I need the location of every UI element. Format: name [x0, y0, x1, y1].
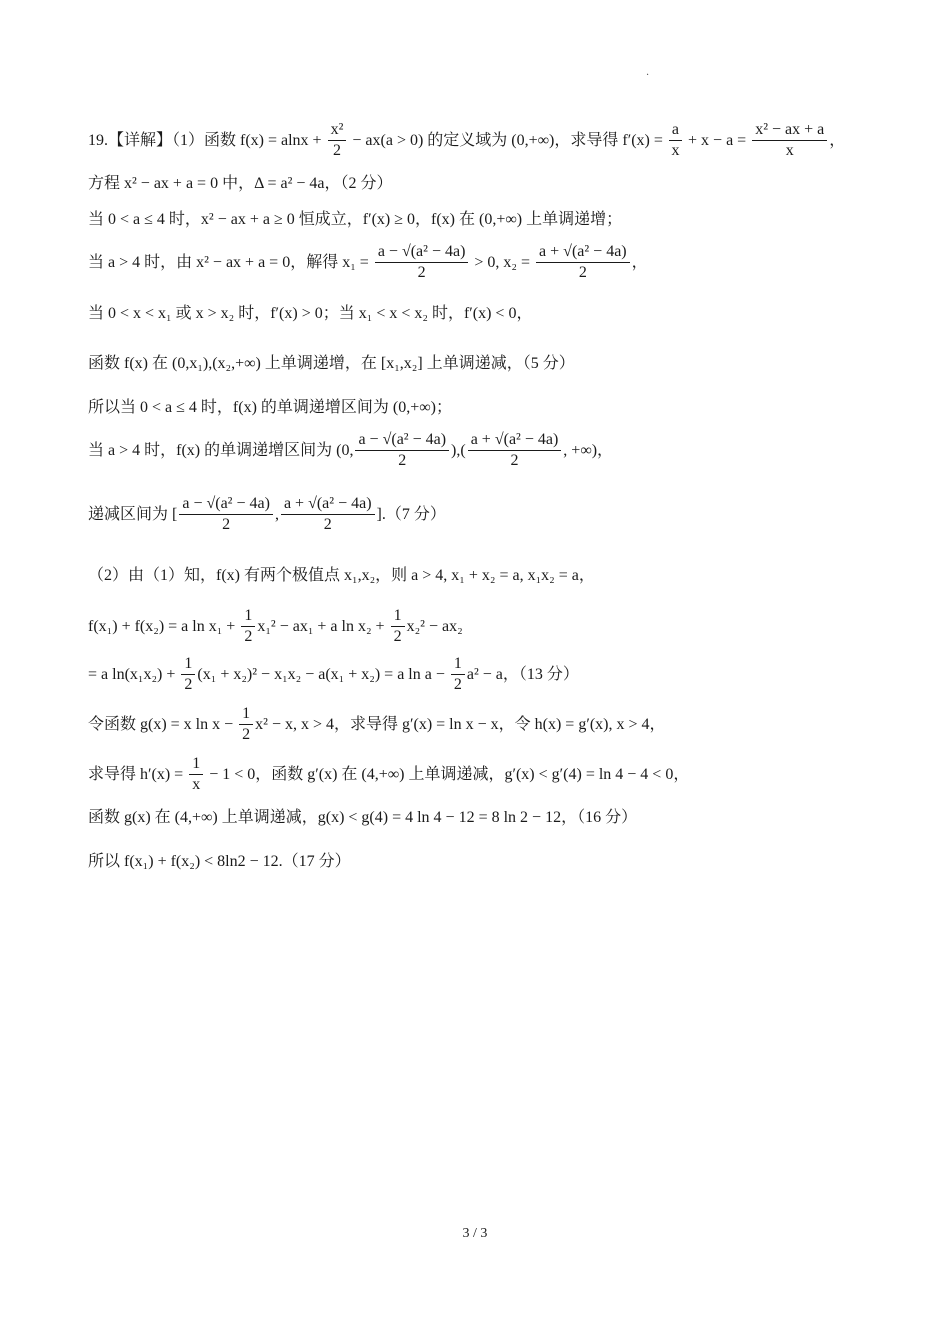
solution-line-11: f(x₁) + f(x₂) = a ln x₁ + $\frac{1}{2}$ x₁² − ax₁ + a ln x₂ + $\frac{1}{2}$ x₂² − ax₂	[88, 607, 463, 645]
solution-line-15: 函数 g(x) 在 (4,+∞) 上单调递减，g(x) < g(4) = 4 ln 4 − 12 = 8 ln 2 − 12，（16 分）	[88, 809, 638, 826]
fraction: $\frac{\text{a + √(a² − 4a)}}{2}$	[281, 495, 375, 534]
fraction: $\frac{1}{x}$	[189, 755, 203, 794]
solution-line-16: 所以 f(x₁) + f(x₂) < 8ln2 − 12.（17 分）	[88, 853, 351, 870]
solution-line-9: 递减区间为 [ $\frac{\text{a − √(a² − 4a)}}{2}$ , $\frac{\text{a + √(a² − 4a)}}{2}$ ].（7 分）	[88, 495, 446, 533]
fraction: $\frac{\text{a − √(a² − 4a)}}{2}$	[179, 495, 273, 534]
fraction: $\frac{1}{2}$	[241, 607, 255, 646]
solution-line-12: = a ln(x₁x₂) + $\frac{1}{2}$ (x₁ + x₂)² − x₁x₂ − a(x₁ + x₂) = a ln a − $\frac{1}{2}$ a² − a，（13 分）	[88, 655, 579, 693]
solution-line-10: （2）由（1）知，f(x) 有两个极值点 x₁,x₂，则 a > 4, x₁ + x₂ = a, x₁x₂ = a，	[88, 567, 595, 584]
solution-line-13: 令函数 g(x) = x ln x − $\frac{1}{2}$ x² − x, x > 4，求导得 g′(x) = ln x − x，令 h(x) = g′(x), x > 4，	[88, 705, 666, 743]
fraction: $\frac{\text{x²}}{2}$	[328, 121, 347, 160]
solution-line-7: 所以当 0 < a ≤ 4 时，f(x) 的单调递增区间为 (0,+∞)；	[88, 399, 452, 416]
solution-line-2: 方程 x² − ax + a = 0 中，Δ = a² − 4a，（2 分）	[88, 175, 393, 192]
solution-line-3: 当 0 < a ≤ 4 时，x² − ax + a ≥ 0 恒成立，f′(x) ≥ 0，f(x) 在 (0,+∞) 上单调递增；	[88, 211, 623, 228]
fraction: $\frac{\text{a + √(a² − 4a)}}{2}$	[536, 243, 630, 282]
solution-line-1: 19.【详解】（1）函数 f(x) = alnx + $\frac{\text{x²}}{2}$ − ax(a > 0) 的定义域为 (0,+∞)，求导得 f′(x) = $\frac{a}{x}$ + x − a = $\frac{\text{x² − ax + a}}{x}$ ，	[88, 121, 846, 159]
fraction: $\frac{\text{x² − ax + a}}{x}$	[752, 121, 827, 160]
solution-line-14: 求导得 h′(x) = $\frac{1}{x}$ − 1 < 0，函数 g′(x) 在 (4,+∞) 上单调递减，g′(x) < g′(4) = ln 4 − 4 < 0，	[88, 755, 690, 793]
fraction: $\frac{1}{2}$	[391, 607, 405, 646]
solution-line-5: 当 0 < x < x₁ 或 x > x₂ 时，f′(x) > 0；当 x₁ < x < x₂ 时，f′(x) < 0，	[88, 305, 533, 322]
fraction: $\frac{\text{a − √(a² − 4a)}}{2}$	[375, 243, 469, 282]
fraction: $\frac{\text{a − √(a² − 4a)}}{2}$	[355, 431, 449, 470]
top-mark: ·	[646, 70, 650, 81]
fraction: $\frac{\text{a + √(a² − 4a)}}{2}$	[468, 431, 562, 470]
page-number: 3 / 3	[462, 1226, 488, 1241]
solution-line-6: 函数 f(x) 在 (0,x₁),(x₂,+∞) 上单调递增，在 [x₁,x₂] 上单调递减，（5 分）	[88, 355, 575, 372]
fraction: $\frac{1}{2}$	[181, 655, 195, 694]
fraction: $\frac{1}{2}$	[239, 705, 253, 744]
solution-line-8: 当 a > 4 时，f(x) 的单调递增区间为 (0, $\frac{\text{a − √(a² − 4a)}}{2}$ ),( $\frac{\text{a + √(a² − 4a)}}{2}$ , +∞)，	[88, 431, 614, 469]
fraction: $\frac{1}{2}$	[451, 655, 465, 694]
fraction: $\frac{a}{x}$	[669, 121, 682, 160]
solution-line-4: 当 a > 4 时，由 x² − ax + a = 0，解得 x₁ = $\frac{\text{a − √(a² − 4a)}}{2}$ > 0, x₂ = $\frac{\text{a + √(a² − 4a)}}{2}$ ，	[88, 243, 648, 281]
